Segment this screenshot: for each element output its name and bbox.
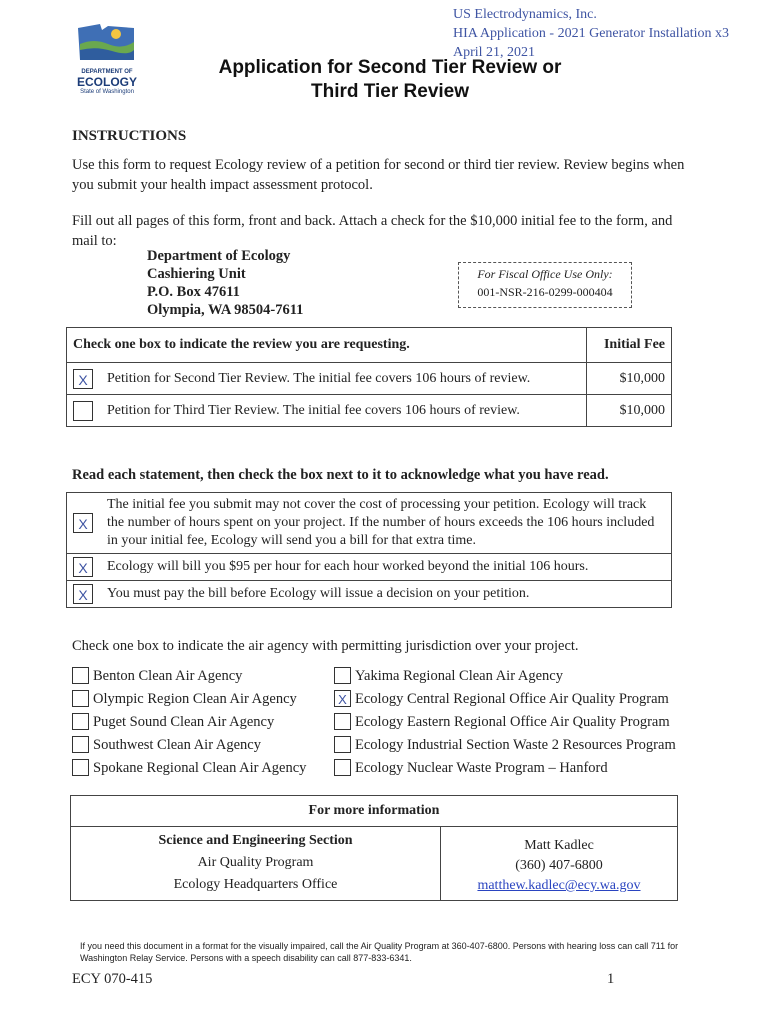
agency-list-left bbox=[72, 665, 306, 780]
address-line-1: Department of Ecology bbox=[147, 248, 291, 264]
third-tier-text: Petition for Third Tier Review. The initial fee covers 106 hours of review. bbox=[101, 395, 587, 427]
section-name: Science and Engineering Section bbox=[158, 833, 353, 848]
acknowledge-row-2 bbox=[67, 554, 672, 581]
agency-label: Southwest Clean Air Agency bbox=[93, 737, 261, 753]
acknowledge-text-1: The initial fee you submit may not cover the cost of processing your petition. Ecology will track the number of hours spent on your project. If the number of hours exceeds the 106 hours included in your initial fee, Ecology will send you a bill for that extra time. bbox=[101, 493, 672, 554]
acknowledge-text-2: Ecology will bill you $95 per hour for each hour worked beyond the initial 106 hours. bbox=[101, 554, 672, 581]
agency-option-southwest[interactable] bbox=[72, 734, 306, 757]
third-tier-fee: $10,000 bbox=[587, 395, 672, 427]
title-line2: Third Tier Review bbox=[310, 81, 470, 102]
acknowledge-row-1 bbox=[67, 493, 672, 554]
more-info-box bbox=[70, 795, 678, 901]
agency-label: Spokane Regional Clean Air Agency bbox=[93, 760, 307, 776]
agency-label: Ecology Eastern Regional Office Air Quality Program bbox=[355, 714, 670, 730]
review-table-header bbox=[67, 328, 672, 363]
fee-header: Initial Fee bbox=[587, 328, 672, 363]
title-line1: Application for Second Tier Review or bbox=[218, 57, 562, 78]
acknowledge-checkbox-3[interactable]: X bbox=[73, 584, 93, 604]
agency-option-benton[interactable] bbox=[72, 665, 306, 688]
agency-label: Yakima Regional Clean Air Agency bbox=[355, 668, 563, 684]
page-number: 1 bbox=[607, 971, 615, 987]
address-line-4: Olympia, WA 98504-7611 bbox=[147, 302, 304, 318]
fiscal-code: 001-NSR-216-0299-000404 bbox=[477, 285, 613, 299]
agency-option-nuclear-waste[interactable] bbox=[334, 757, 676, 780]
review-row-third-tier bbox=[67, 395, 672, 427]
contact-phone: (360) 407-6800 bbox=[515, 858, 603, 873]
acknowledge-checkbox-1[interactable]: X bbox=[73, 513, 93, 533]
stamp-application: HIA Application - 2021 Generator Installation x3 bbox=[453, 26, 730, 41]
more-info-office bbox=[71, 826, 441, 900]
contact-name: Matt Kadlec bbox=[524, 838, 594, 853]
agency-list-right bbox=[334, 665, 676, 780]
agency-checkbox[interactable] bbox=[72, 713, 89, 730]
agency-checkbox[interactable] bbox=[334, 736, 351, 753]
agency-checkbox[interactable] bbox=[72, 667, 89, 684]
ecology-logo bbox=[72, 20, 142, 94]
agency-option-olympic[interactable] bbox=[72, 688, 306, 711]
stamp-company: US Electrodynamics, Inc. bbox=[453, 7, 597, 22]
review-type-table bbox=[66, 327, 672, 427]
fiscal-label: For Fiscal Office Use Only: bbox=[477, 267, 613, 281]
agency-option-puget-sound[interactable] bbox=[72, 711, 306, 734]
office-name: Ecology Headquarters Office bbox=[173, 877, 338, 892]
program-name: Air Quality Program bbox=[197, 855, 314, 870]
agency-option-eastern-regional[interactable] bbox=[334, 711, 676, 734]
contact-email-link[interactable]: matthew.kadlec@ecy.wa.gov bbox=[477, 878, 641, 893]
agency-checkbox[interactable] bbox=[72, 759, 89, 776]
form-number: ECY 070-415 bbox=[72, 971, 153, 987]
address-line-2: Cashiering Unit bbox=[147, 266, 246, 282]
review-table-instruction: Check one box to indicate the review you are requesting. bbox=[67, 328, 587, 363]
ecology-logo-icon bbox=[72, 20, 142, 64]
agency-option-yakima[interactable] bbox=[334, 665, 676, 688]
second-tier-text: Petition for Second Tier Review. The initial fee covers 106 hours of review. bbox=[101, 363, 587, 395]
second-tier-checkbox[interactable]: X bbox=[73, 369, 93, 389]
review-row-second-tier bbox=[67, 363, 672, 395]
acknowledge-table bbox=[66, 492, 672, 608]
agency-label: Ecology Nuclear Waste Program – Hanford bbox=[355, 760, 608, 776]
instructions-para-2: Fill out all pages of this form, front and back. Attach a check for the $10,000 initial fee to the form, and mail to: bbox=[72, 213, 673, 249]
third-tier-checkbox[interactable] bbox=[73, 401, 93, 421]
instructions-heading: INSTRUCTIONS bbox=[72, 128, 187, 144]
agency-label: Ecology Industrial Section Waste 2 Resources Program bbox=[355, 737, 676, 753]
agency-option-central-regional[interactable] bbox=[334, 688, 676, 711]
agency-label: Ecology Central Regional Office Air Quality Program bbox=[355, 691, 669, 707]
acknowledge-text-3: You must pay the bill before Ecology will issue a decision on your petition. bbox=[101, 581, 672, 608]
second-tier-fee: $10,000 bbox=[587, 363, 672, 395]
agency-label: Olympic Region Clean Air Agency bbox=[93, 691, 297, 707]
agency-checkbox[interactable]: X bbox=[334, 690, 351, 707]
acknowledge-row-3 bbox=[67, 581, 672, 608]
accessibility-note: If you need this document in a format for the visually impaired, call the Air Quality Program at 360-407-6800. Persons with hearing loss can call 711 for Washington Relay Service. Persons with a speech disability can call 877-833-6341. bbox=[80, 941, 679, 963]
agency-checkbox[interactable] bbox=[72, 690, 89, 707]
logo-ecology: ECOLOGY bbox=[76, 75, 137, 89]
acknowledge-heading: Read each statement, then check the box next to it to acknowledge what you have read. bbox=[72, 467, 609, 483]
more-info-contact bbox=[441, 826, 677, 900]
stamp-date: April 21, 2021 bbox=[453, 45, 536, 60]
address-line-3: P.O. Box 47611 bbox=[147, 284, 240, 300]
acknowledge-checkbox-2[interactable]: X bbox=[73, 557, 93, 577]
logo-state: State of Washington bbox=[80, 89, 134, 95]
page-title bbox=[150, 56, 630, 104]
instructions-para-1: Use this form to request Ecology review of a petition for second or third tier review. Review begins when you submit your health impact assessment protocol. bbox=[72, 157, 685, 193]
agency-label: Puget Sound Clean Air Agency bbox=[93, 714, 275, 730]
agency-checkbox[interactable] bbox=[72, 736, 89, 753]
agency-heading: Check one box to indicate the air agency with permitting jurisdiction over your project. bbox=[72, 638, 579, 654]
more-info-title: For more information bbox=[71, 796, 677, 827]
agency-checkbox[interactable] bbox=[334, 759, 351, 776]
agency-checkbox[interactable] bbox=[334, 667, 351, 684]
agency-checkbox[interactable] bbox=[334, 713, 351, 730]
agency-option-industrial[interactable] bbox=[334, 734, 676, 757]
logo-department: DEPARTMENT OF bbox=[81, 69, 133, 75]
mailing-address bbox=[147, 247, 303, 319]
submission-stamp bbox=[453, 5, 729, 62]
agency-label: Benton Clean Air Agency bbox=[93, 668, 243, 684]
agency-option-spokane[interactable] bbox=[72, 757, 306, 780]
fiscal-office-box bbox=[458, 262, 632, 308]
